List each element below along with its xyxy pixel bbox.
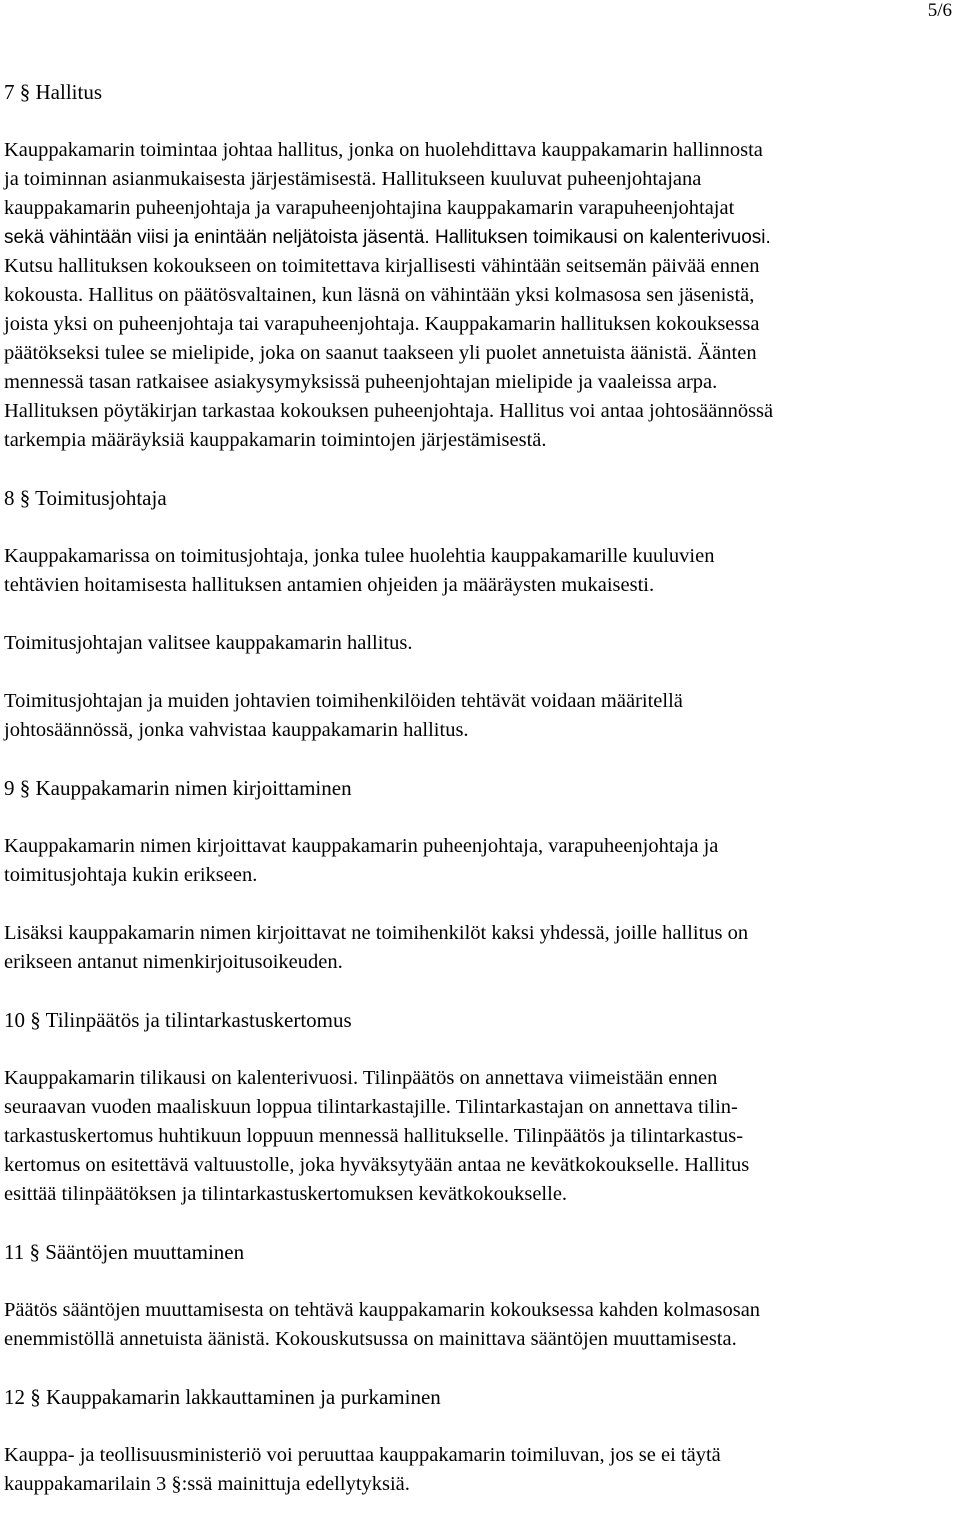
text-line: Päätös sääntöjen muuttamisesta on tehtävä kauppakamarin kokouksessa kahden kolmasosan: [4, 1299, 761, 1321]
paragraph: [4, 1441, 956, 1499]
text-line: sekä vähintään viisi ja enintään neljätoista jäsentä. Hallituksen toimikausi on kalenterivuosi.: [4, 227, 771, 248]
text-line: esittää tilinpäätöksen ja tilintarkastuskertomuksen kevätkokoukselle.: [4, 1183, 568, 1205]
text-line: Toimitusjohtajan valitsee kauppakamarin hallitus.: [4, 632, 413, 654]
paragraph: [4, 687, 956, 745]
page-number: 5/6: [927, 0, 952, 21]
text-line: päätökseksi tulee se mielipide, joka on saanut taakseen yli puolet annetuista äänistä. Äänten: [4, 342, 757, 364]
text-line: joista yksi on puheenjohtaja tai varapuheenjohtaja. Kauppakamarin hallituksen kokouksessa: [4, 313, 760, 335]
section: [4, 484, 956, 745]
text-line: tarkempia määräyksiä kauppakamarin toimintojen järjestämisestä.: [4, 429, 547, 451]
text-line: Kauppakamarin toimintaa johtaa hallitus, jonka on huolehdittava kauppakamarin hallinnosta: [4, 139, 763, 161]
text-line: Kauppakamarin tilikausi on kalenterivuosi. Tilinpäätös on annettava viimeistään ennen: [4, 1067, 718, 1089]
paragraph: [4, 919, 956, 977]
text-line: kauppakamarilain 3 §:ssä mainittuja edellytyksiä.: [4, 1473, 410, 1495]
section-heading: 10 § Tilinpäätös ja tilintarkastuskertomus: [4, 1008, 352, 1032]
text-line: Hallituksen pöytäkirjan tarkastaa kokouksen puheenjohtaja. Hallitus voi antaa johtosäännössä: [4, 400, 774, 422]
text-line: tarkastuskertomus huhtikuun loppuun mennessä hallitukselle. Tilinpäätös ja tilintarkastus-: [4, 1125, 744, 1147]
text-line: kauppakamarin puheenjohtaja ja varapuheenjohtajina kauppakamarin varapuheenjohtajat: [4, 197, 735, 219]
section-heading: 9 § Kauppakamarin nimen kirjoittaminen: [4, 776, 352, 800]
text-line: Kauppakamarin nimen kirjoittavat kauppakamarin puheenjohtaja, varapuheenjohtaja ja: [4, 835, 719, 857]
text-line: toimitusjohtaja kukin erikseen.: [4, 864, 258, 886]
text-line: erikseen antanut nimenkirjoitusoikeuden.: [4, 951, 343, 973]
text-line: johtosäännössä, jonka vahvistaa kauppakamarin hallitus.: [4, 719, 469, 741]
text-line: tehtävien hoitamisesta hallituksen antamien ohjeiden ja määräysten mukaisesti.: [4, 574, 655, 596]
text-line: Kauppakamarissa on toimitusjohtaja, jonka tulee huolehtia kauppakamarille kuuluvien: [4, 545, 715, 567]
section: [4, 774, 956, 977]
text-line: enemmistöllä annetuista äänistä. Kokouskutsussa on mainittava sääntöjen muuttamisesta.: [4, 1328, 737, 1350]
text-line: kertomus on esitettävä valtuustolle, joka hyväksytyään antaa ne kevätkokoukselle. Hallitus: [4, 1154, 750, 1176]
section: [4, 78, 956, 455]
text-line: seuraavan vuoden maaliskuun loppua tilintarkastajille. Tilintarkastajan on annettava tilin-: [4, 1096, 738, 1118]
paragraph: [4, 136, 956, 455]
section-heading: 11 § Sääntöjen muuttaminen: [4, 1240, 245, 1264]
paragraph: [4, 1064, 956, 1209]
text-line: Kauppa- ja teollisuusministeriö voi peruuttaa kauppakamarin toimiluvan, jos se ei täytä: [4, 1444, 721, 1466]
section: [4, 1006, 956, 1209]
text-line: ja toiminnan asianmukaisesta järjestämisestä. Hallitukseen kuuluvat puheenjohtajana: [4, 168, 702, 190]
paragraph: [4, 832, 956, 890]
text-line: Kutsu hallituksen kokoukseen on toimitettava kirjallisesti vähintään seitsemän päivää ennen: [4, 255, 760, 277]
section-heading: 12 § Kauppakamarin lakkauttaminen ja purkaminen: [4, 1385, 441, 1409]
section: [4, 1383, 956, 1499]
document-body: [4, 78, 956, 1528]
section-heading: 8 § Toimitusjohtaja: [4, 486, 167, 510]
section: [4, 1238, 956, 1354]
paragraph: [4, 629, 956, 658]
text-line: kokousta. Hallitus on päätösvaltainen, kun läsnä on vähintään yksi kolmasosa sen jäsenistä,: [4, 284, 755, 306]
text-line: mennessä tasan ratkaisee asiakysymyksissä puheenjohtajan mielipide ja vaaleissa arpa.: [4, 371, 718, 393]
paragraph: [4, 1296, 956, 1354]
section-heading: 7 § Hallitus: [4, 80, 102, 104]
text-line: Toimitusjohtajan ja muiden johtavien toimihenkilöiden tehtävät voidaan määritellä: [4, 690, 683, 712]
paragraph: [4, 542, 956, 600]
text-line: Lisäksi kauppakamarin nimen kirjoittavat ne toimihenkilöt kaksi yhdessä, joille hallitus on: [4, 922, 749, 944]
